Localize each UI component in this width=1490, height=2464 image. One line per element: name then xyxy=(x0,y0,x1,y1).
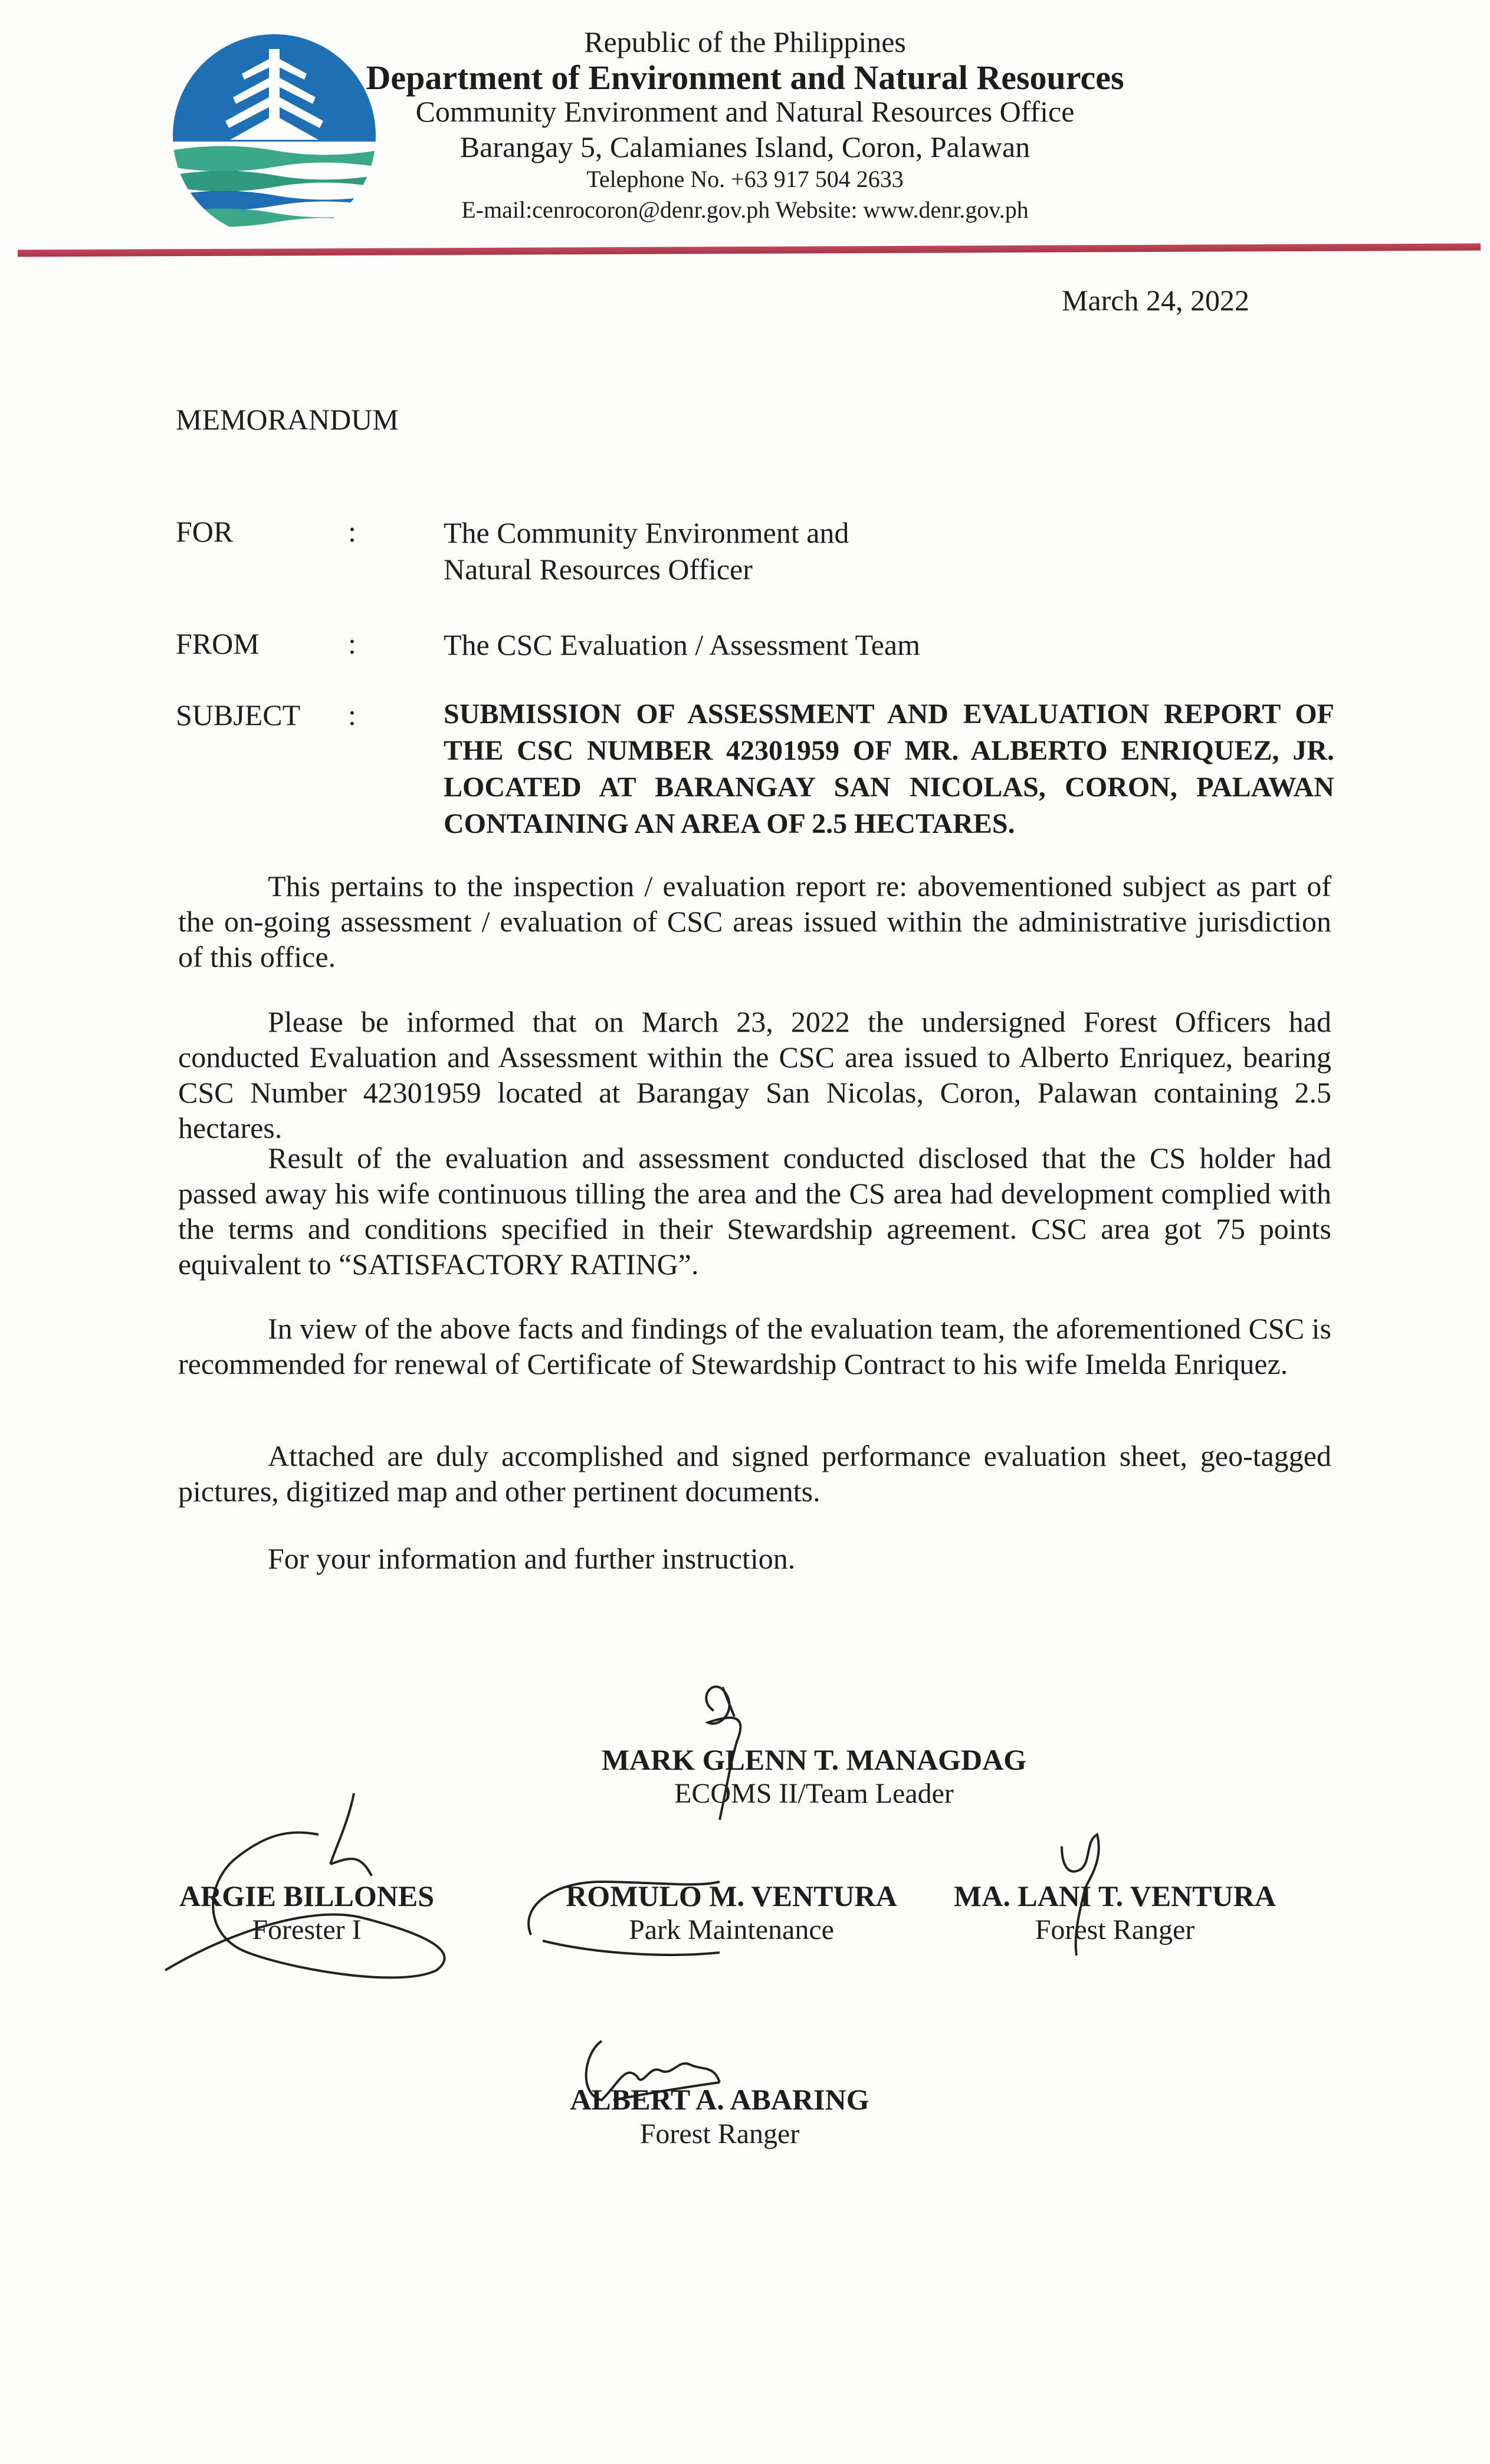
signatory-3-name: ROMULO M. VENTURA xyxy=(566,1879,897,1912)
signatory-1-title: ECOMS II/Team Leader xyxy=(674,1778,954,1809)
memo-date: March 24, 2022 xyxy=(1062,284,1249,317)
signatory-5-title: Forest Ranger xyxy=(639,2118,800,2150)
subject-value: SUBMISSION OF ASSESSMENT AND EVALUATION REPORT OF THE CSC NUMBER 42301959 OF MR. ALBERTO ENRIQUEZ, JR. LOCATED AT BARANGAY SAN NICOLAS, CORON, PALAWAN CONTAINING AN AREA OF 2.5 HECTARES. xyxy=(444,698,1334,839)
body-paragraph-6: For your information and further instruction. xyxy=(268,1542,796,1575)
subject-label: SUBJECT xyxy=(176,698,301,731)
from-value: The CSC Evaluation / Assessment Team xyxy=(444,628,921,661)
signatory-5-name: ALBERT A. ABARING xyxy=(570,2083,869,2116)
memo-type: MEMORANDUM xyxy=(176,403,399,436)
signatory-4-name: MA. LANI T. VENTURA xyxy=(954,1879,1276,1912)
letterhead-department: Department of Environment and Natural Resources xyxy=(366,58,1124,97)
from-label: FROM xyxy=(176,627,260,660)
body-paragraph-1: This pertains to the inspection / evaluation report re: abovementioned subject as part of the on-going assessment / evaluation of CSC areas issued within the administrative jurisdiction of this office. xyxy=(178,870,1331,973)
body-paragraph-5: Attached are duly accomplished and signed performance evaluation sheet, geo-tagged pictures, digitized map and other pertinent documents. xyxy=(178,1439,1331,1508)
body-paragraph-2: Please be informed that on March 23, 2022 the undersigned Forest Officers had conducted Evaluation and Assessment within the CSC area issued to Alberto Enriquez, bearing CSC Number 42301959 located at Barangay San Nicolas, Coron, Palawan containing 2.5 hectares. xyxy=(178,1005,1331,1144)
letterhead-telephone: Telephone No. +63 917 504 2633 xyxy=(586,166,904,192)
subject-colon: : xyxy=(348,698,356,731)
letterhead-address: Barangay 5, Calamianes Island, Coron, Palawan xyxy=(460,130,1030,163)
signatory-2-name: ARGIE BILLONES xyxy=(179,1879,435,1912)
for-label: FOR xyxy=(176,515,234,548)
signatory-2-title: Forester I xyxy=(252,1914,362,1945)
signatory-3-title: Park Maintenance xyxy=(629,1914,834,1945)
body-paragraph-3: Result of the evaluation and assessment conducted disclosed that the CS holder had passed away his wife continuous tilling the area and the CS area had development complied with the terms and conditions specified in their Stewardship agreement. CSC area got 75 points equivalent to “SATISFACTORY RATING”. xyxy=(178,1141,1331,1281)
signatory-4-title: Forest Ranger xyxy=(1035,1914,1195,1945)
letterhead-office: Community Environment and Natural Resources Office xyxy=(415,95,1075,128)
body-paragraph-4: In view of the above facts and findings of the evaluation team, the aforementioned CSC is recommended for renewal of Certificate of Stewardship Contract to his wife Imelda Enriquez. xyxy=(178,1312,1331,1380)
signatory-1-name: MARK GLENN T. MANAGDAG xyxy=(601,1743,1027,1776)
letterhead-republic: Republic of the Philippines xyxy=(584,25,906,58)
from-colon: : xyxy=(348,627,356,660)
for-value: The Community Environment and Natural Resources Officer xyxy=(444,516,849,586)
header-divider xyxy=(18,244,1481,257)
letterhead-email-website: E-mail:cenrocoron@denr.gov.ph Website: www.denr.gov.ph xyxy=(461,196,1029,223)
for-colon: : xyxy=(348,515,356,548)
